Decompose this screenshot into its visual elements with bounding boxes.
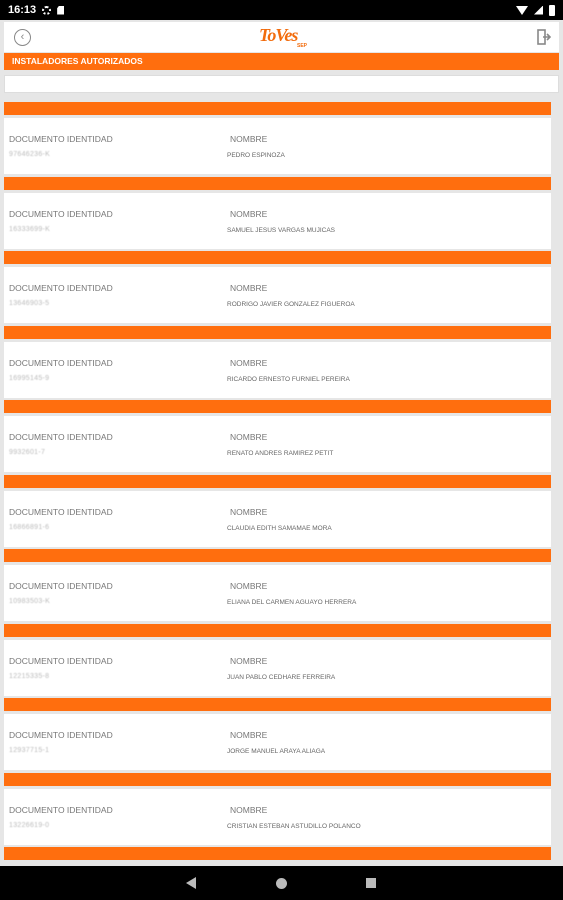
- name-label: NOMBRE: [230, 208, 268, 219]
- logo-text: ToVes: [259, 25, 298, 45]
- list-item-body[interactable]: [4, 640, 551, 696]
- name-value: SAMUEL JESUS VARGAS MUJICAS: [227, 226, 335, 234]
- list-item-body[interactable]: [4, 714, 551, 770]
- document-label: DOCUMENTO IDENTIDAD: [9, 357, 113, 368]
- nav-back-icon[interactable]: [186, 877, 196, 889]
- document-label: DOCUMENTO IDENTIDAD: [9, 134, 113, 144]
- list-item-header-bar: [4, 773, 551, 786]
- status-bar: [0, 0, 563, 20]
- name-value: PEDRO ESPINOZA: [227, 152, 285, 159]
- name-label: NOMBRE: [230, 730, 268, 740]
- document-label: DOCUMENTO IDENTIDAD: [9, 655, 113, 666]
- wifi-icon: [516, 6, 528, 15]
- document-value: 16995145-9: [9, 374, 50, 382]
- name-label: NOMBRE: [230, 357, 268, 368]
- document-label: DOCUMENTO IDENTIDAD: [9, 581, 113, 591]
- name-value: JUAN PABLO CEDHARE FERREIRA: [227, 673, 336, 681]
- name-value: RICARDO ERNESTO FURNIEL PEREIRA: [227, 375, 350, 383]
- document-value: 13646903-5: [9, 300, 50, 307]
- list-item[interactable]: [4, 475, 551, 550]
- nav-home-icon[interactable]: [276, 878, 287, 889]
- document-value: 16866891-6: [9, 523, 50, 531]
- list-item[interactable]: [4, 326, 551, 401]
- list-item-body[interactable]: [4, 118, 551, 174]
- gear-icon: [42, 6, 51, 15]
- document-value: 16333699-K: [9, 225, 51, 233]
- list-item[interactable]: [4, 400, 551, 475]
- nav-recents-icon[interactable]: [366, 878, 376, 888]
- list-item-body[interactable]: [4, 789, 551, 845]
- list-item-body[interactable]: [4, 491, 551, 547]
- name-value: CRISTIAN ESTEBAN ASTUDILLO POLANCO: [227, 822, 361, 830]
- document-value: 97646236-K: [9, 151, 51, 158]
- list-item[interactable]: [4, 102, 551, 177]
- list-item[interactable]: [4, 549, 551, 624]
- document-label: DOCUMENTO IDENTIDAD: [9, 730, 113, 740]
- document-label: DOCUMENTO IDENTIDAD: [9, 804, 113, 815]
- document-label: DOCUMENTO IDENTIDAD: [9, 432, 113, 442]
- name-label: NOMBRE: [230, 283, 268, 293]
- list-item-header-bar: [4, 326, 551, 339]
- list-item-body[interactable]: [4, 193, 551, 249]
- section-header: INSTALADORES AUTORIZADOS: [4, 53, 559, 70]
- name-label: NOMBRE: [230, 432, 268, 442]
- list-item-header-bar: [4, 400, 551, 413]
- document-value: 9932601-7: [9, 449, 46, 456]
- toves-logo: [259, 25, 309, 49]
- name-value: RENATO ANDRES RAMIREZ PETIT: [227, 450, 334, 457]
- list-item-body[interactable]: [4, 267, 551, 323]
- document-label: DOCUMENTO IDENTIDAD: [9, 283, 113, 293]
- list-item-body[interactable]: [4, 416, 551, 472]
- document-label: DOCUMENTO IDENTIDAD: [9, 208, 113, 219]
- filter-bar[interactable]: [4, 75, 559, 93]
- document-value: 12937715-1: [9, 747, 50, 754]
- name-label: NOMBRE: [230, 804, 268, 815]
- list-item-header-bar: [4, 549, 551, 562]
- list-item[interactable]: [4, 177, 551, 252]
- list-item[interactable]: [4, 698, 551, 773]
- name-label: NOMBRE: [230, 134, 268, 144]
- logout-icon[interactable]: [537, 29, 551, 45]
- document-value: 13226619-0: [9, 821, 50, 829]
- document-value: 12215335-8: [9, 672, 50, 680]
- name-value: CLAUDIA EDITH SAMAMAE MORA: [227, 524, 332, 532]
- document-label: DOCUMENTO IDENTIDAD: [9, 506, 113, 517]
- list-item-body[interactable]: [4, 565, 551, 621]
- name-label: NOMBRE: [230, 655, 268, 666]
- list-item[interactable]: [4, 773, 551, 848]
- logo-sub: SEP: [296, 43, 307, 49]
- list-item-header-bar: [4, 698, 551, 711]
- list-item-header-bar: [4, 251, 551, 264]
- name-label: NOMBRE: [230, 506, 268, 517]
- list-item-header-bar: [4, 102, 551, 115]
- list-item-body[interactable]: [4, 342, 551, 398]
- list-item[interactable]: [4, 251, 551, 326]
- name-value: JORGE MANUEL ARAYA ALIAGA: [227, 748, 326, 755]
- status-time: 16:13: [8, 4, 37, 16]
- list-item-header-bar: [4, 475, 551, 488]
- signal-icon: [534, 6, 543, 15]
- installers-list: [4, 102, 551, 847]
- sd-card-icon: [57, 6, 64, 15]
- battery-icon: [549, 5, 555, 16]
- document-value: 10983503-K: [9, 598, 51, 605]
- app-bar: [4, 22, 559, 52]
- list-item[interactable]: [4, 624, 551, 699]
- list-item-header-bar: [4, 624, 551, 637]
- name-value: ELIANA DEL CARMEN AGUAYO HERRERA: [227, 599, 357, 606]
- back-circle-icon[interactable]: ‹: [14, 29, 31, 46]
- name-value: RODRIGO JAVIER GONZALEZ FIGUEROA: [227, 301, 355, 308]
- list-item-header-bar: [4, 177, 551, 190]
- list-item-header-bar: [4, 847, 551, 860]
- name-label: NOMBRE: [230, 581, 268, 591]
- android-nav-bar: [0, 866, 563, 900]
